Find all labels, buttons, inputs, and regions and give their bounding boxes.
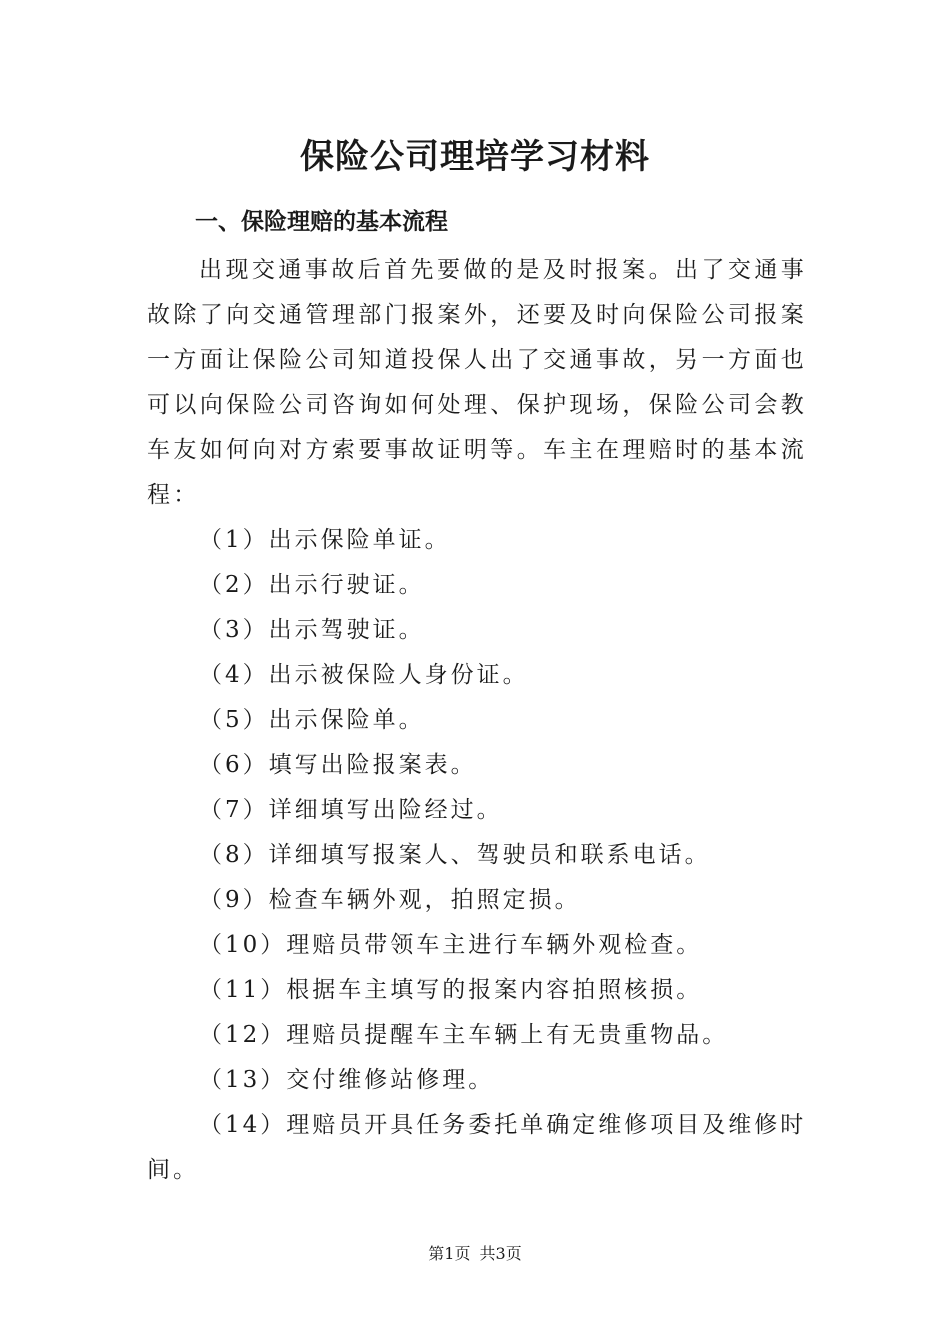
- process-step: （10）理赔员带领车主进行车辆外观检查。: [199, 932, 703, 958]
- section-heading: 一、保险理赔的基本流程: [195, 209, 448, 235]
- process-step: （13）交付维修站修理。: [199, 1067, 495, 1093]
- intro-paragraph: 出现交通事故后首先要做的是及时报案。出了交通事故除了向交通管理部门报案外，还要及时向保险公司报案一方面让保险公司知道投保人出了交通事故，另一方面也可以向保险公司咨询如何处理、保护现场，保险公司会教车友如何向对方索要事故证明等。车主在理赔时的基本流程：: [147, 257, 807, 508]
- process-step: （4）出示被保险人身份证。: [199, 662, 529, 688]
- process-step: （11）根据车主填写的报案内容拍照核损。: [199, 977, 703, 1003]
- process-step: （5）出示保险单。: [199, 707, 425, 733]
- process-step: （12）理赔员提醒车主车辆上有无贵重物品。: [199, 1022, 729, 1048]
- document-body: [147, 248, 807, 1193]
- process-step: （3）出示驾驶证。: [199, 617, 425, 643]
- process-step: （2）出示行驶证。: [199, 572, 425, 598]
- page-indicator: 第1页 共3页: [428, 1244, 522, 1263]
- process-step: （14）理赔员开具任务委托单确定维修项目及维修时间。: [147, 1112, 807, 1183]
- document-title: 保险公司理培学习材料: [300, 137, 650, 177]
- process-step: （6）填写出险报案表。: [199, 752, 477, 778]
- process-step: （1）出示保险单证。: [199, 527, 451, 553]
- process-step: （8）详细填写报案人、驾驶员和联系电话。: [199, 842, 711, 868]
- process-step: （9）检查车辆外观，拍照定损。: [199, 887, 581, 913]
- process-step: （7）详细填写出险经过。: [199, 797, 503, 823]
- process-step-list: [147, 518, 807, 1193]
